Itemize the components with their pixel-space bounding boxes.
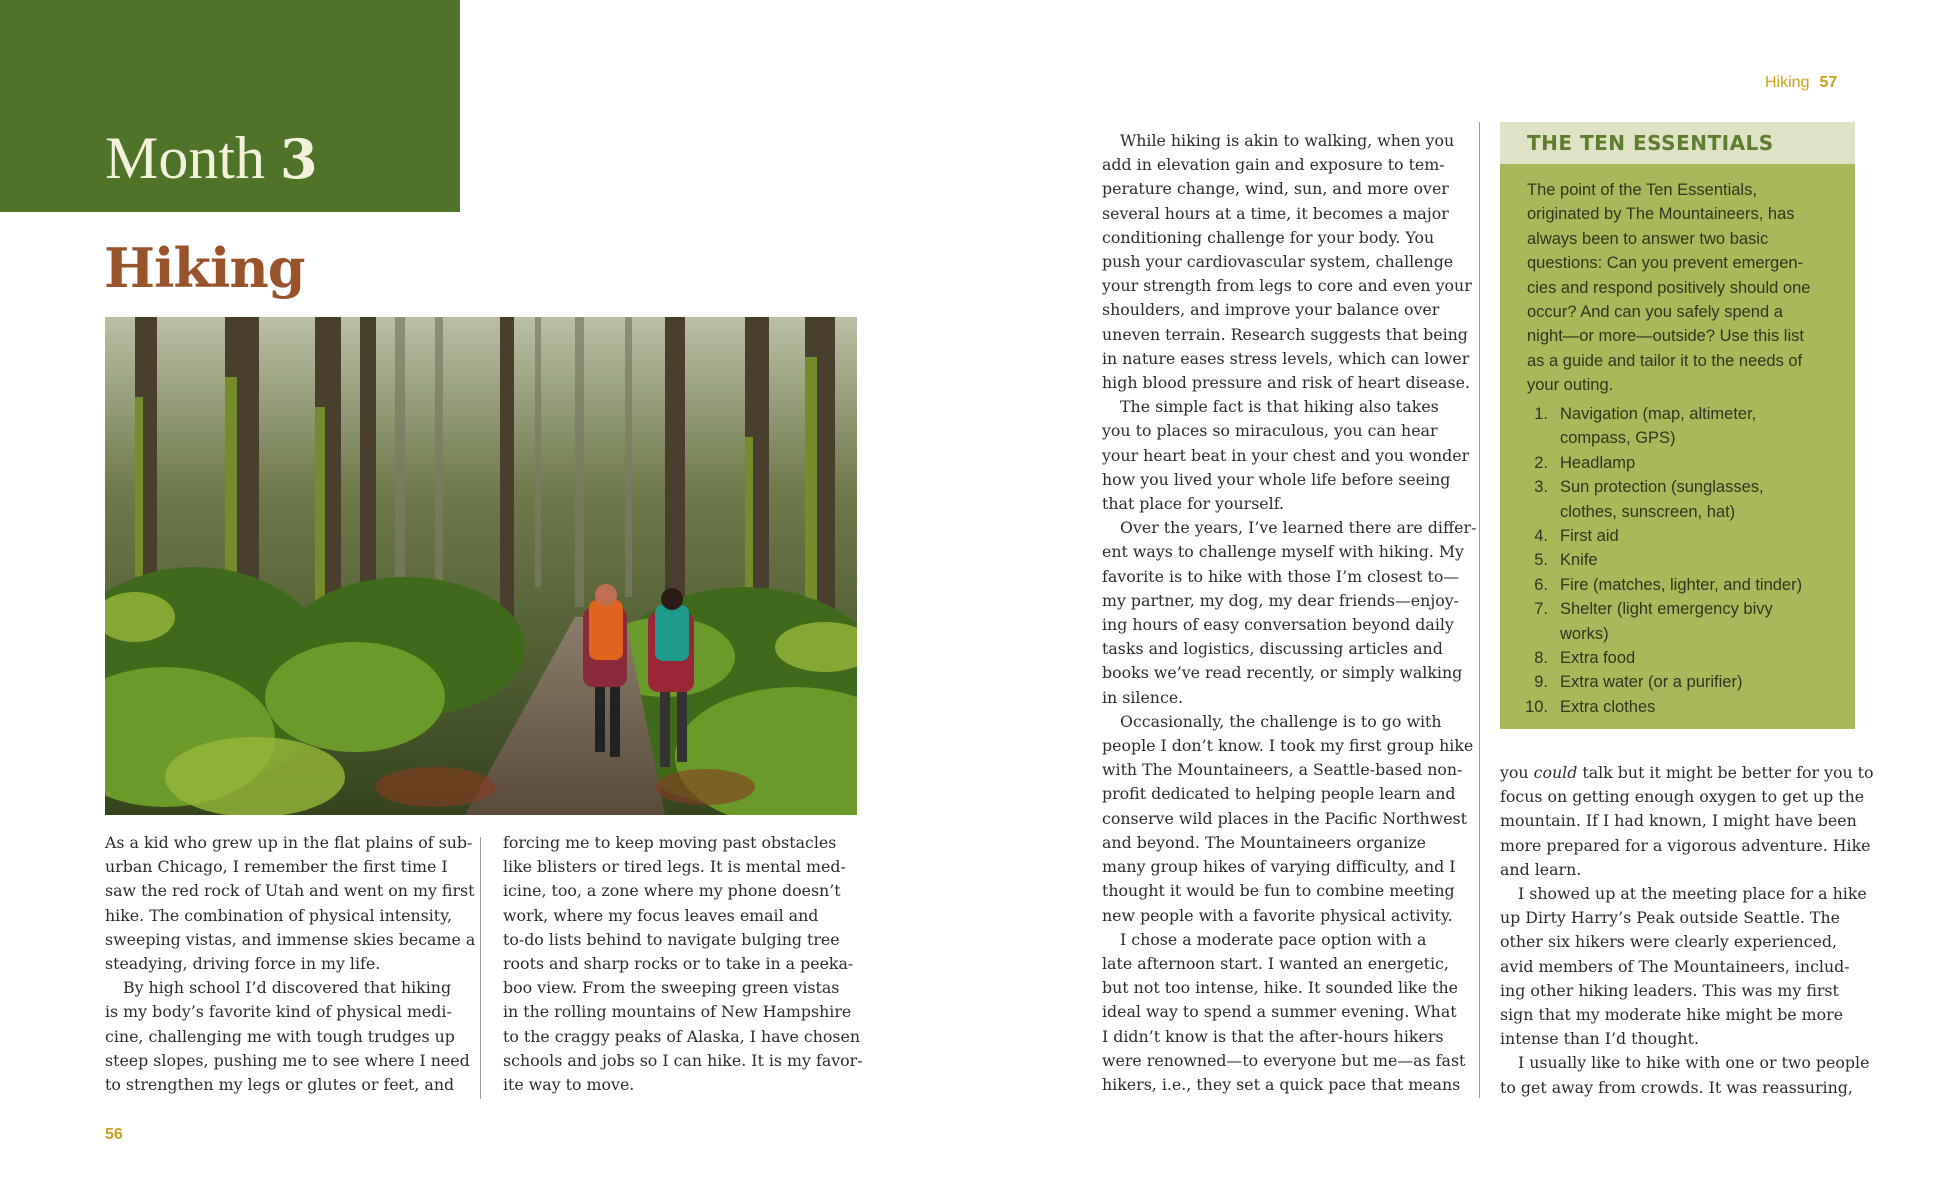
paragraph	[1500, 761, 1874, 882]
text-run: you	[1500, 763, 1534, 782]
text-line: Knife	[1560, 551, 1598, 570]
paragraph	[1102, 395, 1472, 516]
item-text	[1560, 548, 1855, 572]
text-line: in the rolling mountains of New Hampshire	[503, 1002, 852, 1022]
item-text	[1560, 451, 1855, 475]
column-divider	[480, 837, 481, 1099]
essential-item	[1515, 475, 1855, 524]
text-line: conditioning challenge for your body. You	[1102, 227, 1435, 247]
text-line: more prepared for a vigorous adventure. Hike	[1500, 835, 1871, 855]
item-text	[1560, 524, 1855, 548]
text-line: in nature eases stress levels, which can lower	[1102, 348, 1470, 368]
text-line: Headlamp	[1560, 453, 1636, 472]
text-line: favorite is to hike with those I’m closest to—	[1102, 566, 1460, 586]
right-page-column-2	[1500, 761, 1874, 1100]
text-line: As a kid who grew up in the flat plains of sub-	[105, 833, 473, 852]
text-line: you to places so miraculous, you can hear	[1102, 421, 1438, 441]
text-line: I usually like to hike with one or two people	[1518, 1053, 1870, 1073]
text-line: cine, challenging me with tough trudges up	[105, 1026, 455, 1046]
text-line: conserve wild places in the Pacific Northwest	[1102, 808, 1468, 828]
text-line: many group hikes of varying difficulty, and I	[1102, 857, 1456, 877]
text-line: to strengthen my legs or glutes or feet, and	[105, 1075, 455, 1095]
month-title	[105, 125, 318, 191]
text-line: is my body’s favorite kind of physical medi-	[105, 1002, 452, 1022]
text-line: schools and jobs so I can hike. It is my favor-	[503, 1050, 863, 1070]
text-line: ent ways to challenge myself with hiking. My	[1102, 542, 1464, 562]
paragraph	[1500, 882, 1870, 1051]
text-line: in silence.	[1102, 687, 1184, 707]
item-number: 3.	[1534, 478, 1548, 497]
month-number: 3	[280, 127, 318, 191]
text-line	[1500, 761, 1874, 785]
text-line: Navigation (map, altimeter,	[1560, 405, 1757, 423]
text-line: perature change, wind, sun, and more over	[1102, 179, 1449, 199]
text-line: and learn.	[1500, 859, 1582, 879]
item-number: 1.	[1534, 405, 1548, 423]
text-line: high blood pressure and risk of heart disease.	[1102, 373, 1470, 393]
chapter-title: Hiking	[104, 236, 305, 300]
text-line: push your cardiovascular system, challenge	[1102, 252, 1454, 272]
text-line: that place for yourself.	[1102, 494, 1285, 514]
page-number-right: 57	[1819, 74, 1838, 91]
text-line: Extra food	[1560, 649, 1636, 668]
month-word: Month	[105, 125, 266, 191]
text-line: your heart beat in your chest and you wonder	[1102, 445, 1470, 465]
text-line: clothes, sunscreen, hat)	[1560, 502, 1736, 521]
text-line: Shelter (light emergency bivy	[1560, 600, 1773, 619]
ten-essentials-list	[1515, 402, 1855, 719]
column-divider-right	[1479, 122, 1480, 1098]
paragraph	[1102, 129, 1472, 395]
text-line: Extra water (or a purifier)	[1560, 673, 1743, 692]
text-line: uneven terrain. Research suggests that being	[1102, 324, 1468, 344]
running-head	[1765, 74, 1837, 92]
text-line: sign that my moderate hike might be more	[1500, 1005, 1844, 1025]
text-line: night—or more—outside? Use this list	[1527, 327, 1804, 346]
right-page-column-1	[1102, 129, 1477, 1097]
text-line: other six hikers were clearly experienced,	[1500, 932, 1838, 952]
item-text	[1560, 670, 1855, 694]
text-line: originated by The Mountaineers, has	[1527, 205, 1795, 224]
text-line: mountain. If I had known, I might have been	[1500, 811, 1857, 831]
paragraph	[105, 976, 470, 1097]
text-line: steadying, driving force in my life.	[105, 954, 381, 974]
text-line: but not too intense, hike. It sounded like the	[1102, 978, 1458, 998]
text-line: urban Chicago, I remember the first time I	[105, 857, 448, 877]
text-line: Fire (matches, lighter, and tinder)	[1560, 575, 1803, 594]
text-line: late afternoon start. I wanted an energetic,	[1102, 953, 1449, 973]
text-line: hike. The combination of physical intensity,	[105, 905, 453, 925]
text-line: ing hours of easy conversation beyond daily	[1102, 615, 1454, 635]
essential-item	[1515, 670, 1855, 694]
text-line: shoulders, and improve your balance over	[1102, 300, 1440, 320]
text-line: books we’ve read recently, or simply walking	[1102, 663, 1463, 683]
left-page-column-2	[503, 831, 863, 1097]
text-line: to the craggy peaks of Alaska, I have chosen	[503, 1026, 861, 1046]
text-run: talk but it might be better for you to	[1577, 763, 1874, 782]
text-line: ideal way to spend a summer evening. What	[1102, 1002, 1457, 1022]
text-line: forcing me to keep moving past obstacles	[503, 833, 837, 852]
item-text	[1560, 646, 1855, 670]
text-line: The simple fact is that hiking also takes	[1120, 397, 1439, 417]
text-line: roots and sharp rocks or to take in a peeka-	[503, 954, 854, 974]
text-line: questions: Can you prevent emergen-	[1527, 254, 1804, 273]
text-line: my partner, my dog, my dear friends—enjoy-	[1102, 590, 1459, 610]
text-line: Sun protection (sunglasses,	[1560, 478, 1764, 497]
item-text	[1560, 695, 1855, 719]
text-line: The point of the Ten Essentials,	[1527, 181, 1757, 199]
sidebar-intro	[1527, 178, 1847, 398]
text-line: I chose a moderate pace option with a	[1120, 929, 1427, 949]
text-line: Occasionally, the challenge is to go with	[1120, 711, 1442, 731]
running-head-section: Hiking	[1765, 74, 1810, 91]
paragraph	[1500, 1051, 1870, 1099]
text-line: to-do lists behind to navigate bulging tree	[503, 929, 840, 949]
emphasis-text: could	[1533, 763, 1578, 782]
item-number: 2.	[1534, 453, 1548, 472]
text-line: tasks and logistics, discussing articles and	[1102, 639, 1443, 659]
text-line: up Dirty Harry’s Peak outside Seattle. The	[1500, 908, 1840, 928]
text-line: By high school I’d discovered that hiking	[123, 978, 452, 998]
text-line: boo view. From the sweeping green vistas	[503, 978, 840, 998]
text-line: sweeping vistas, and immense skies became a	[105, 929, 476, 949]
text-line: focus on getting enough oxygen to get up the	[1500, 787, 1865, 807]
text-line: I showed up at the meeting place for a hike	[1518, 884, 1867, 904]
text-line: I didn’t know is that the after-hours hikers	[1102, 1026, 1444, 1046]
item-number: 4.	[1534, 527, 1548, 546]
text-line: avid members of The Mountaineers, includ-	[1500, 956, 1850, 976]
sidebar-title: THE TEN ESSENTIALS	[1527, 131, 1774, 155]
item-text	[1560, 402, 1855, 451]
essential-item	[1515, 548, 1855, 572]
essential-item	[1515, 573, 1855, 597]
item-number: 7.	[1534, 600, 1548, 619]
text-line: add in elevation gain and exposure to tem-	[1102, 155, 1445, 175]
item-number: 10.	[1525, 697, 1548, 716]
text-line: First aid	[1560, 527, 1619, 546]
paragraph	[1102, 516, 1477, 710]
text-line: profit dedicated to helping people learn and	[1102, 784, 1456, 804]
paragraph	[1102, 710, 1472, 928]
text-line: ing other hiking leaders. This was my first	[1500, 980, 1839, 1000]
text-line: people I don’t know. I took my first group hike	[1102, 736, 1474, 756]
text-line: thought it would be fun to combine meeting	[1102, 881, 1455, 901]
left-page-column-1	[105, 831, 476, 1097]
text-line: to get away from crowds. It was reassuring,	[1500, 1077, 1853, 1097]
item-text	[1560, 475, 1855, 524]
text-line: like blisters or tired legs. It is mental med-	[503, 857, 846, 877]
item-number: 8.	[1534, 649, 1548, 668]
item-text	[1560, 597, 1855, 646]
text-line: your outing.	[1527, 376, 1614, 395]
text-line: work, where my focus leaves email and	[503, 905, 819, 925]
text-line: icine, too, a zone where my phone doesn’t	[503, 881, 841, 901]
text-line: Extra clothes	[1560, 697, 1656, 716]
text-line: were renowned—to everyone but me—as fast	[1102, 1050, 1466, 1070]
essential-item	[1515, 451, 1855, 475]
paragraph	[1102, 928, 1472, 1097]
item-number: 6.	[1534, 575, 1548, 594]
essential-item	[1515, 597, 1855, 646]
text-line: and beyond. The Mountaineers organize	[1102, 832, 1426, 852]
text-line: cies and respond positively should one	[1527, 278, 1811, 297]
text-line: Over the years, I’ve learned there are differ-	[1120, 518, 1477, 538]
item-number: 9.	[1534, 673, 1548, 692]
essential-item	[1515, 695, 1855, 719]
forest-trail-illustration	[105, 317, 857, 815]
item-number: 5.	[1534, 551, 1548, 570]
item-text	[1560, 573, 1855, 597]
paragraph	[105, 831, 476, 976]
essential-item	[1515, 646, 1855, 670]
text-line: several hours at a time, it becomes a major	[1102, 203, 1449, 223]
text-line: your strength from legs to core and even your	[1102, 276, 1472, 296]
text-line: compass, GPS)	[1560, 429, 1676, 448]
text-line: how you lived your whole life before seeing	[1102, 469, 1451, 489]
text-line: as a guide and tailor it to the needs of	[1527, 351, 1803, 370]
text-line: saw the red rock of Utah and went on my first	[105, 881, 475, 901]
text-line: occur? And can you safely spend a	[1527, 303, 1783, 322]
paragraph	[503, 831, 863, 1097]
hikers-forest-photo	[105, 317, 857, 815]
text-line: ite way to move.	[503, 1075, 635, 1095]
text-line: steep slopes, pushing me to see where I need	[105, 1050, 470, 1070]
text-line: with The Mountaineers, a Seattle-based non-	[1102, 760, 1463, 780]
text-line: works)	[1560, 624, 1609, 643]
text-line: always been to answer two basic	[1527, 229, 1769, 248]
page-number-left: 56	[105, 1126, 123, 1143]
text-line: While hiking is akin to walking, when you	[1120, 131, 1455, 150]
text-line: intense than I’d thought.	[1500, 1029, 1699, 1049]
essential-item	[1515, 402, 1855, 451]
essential-item	[1515, 524, 1855, 548]
text-line: hikers, i.e., they set a quick pace that means	[1102, 1074, 1461, 1094]
text-line: new people with a favorite physical activity.	[1102, 905, 1453, 925]
